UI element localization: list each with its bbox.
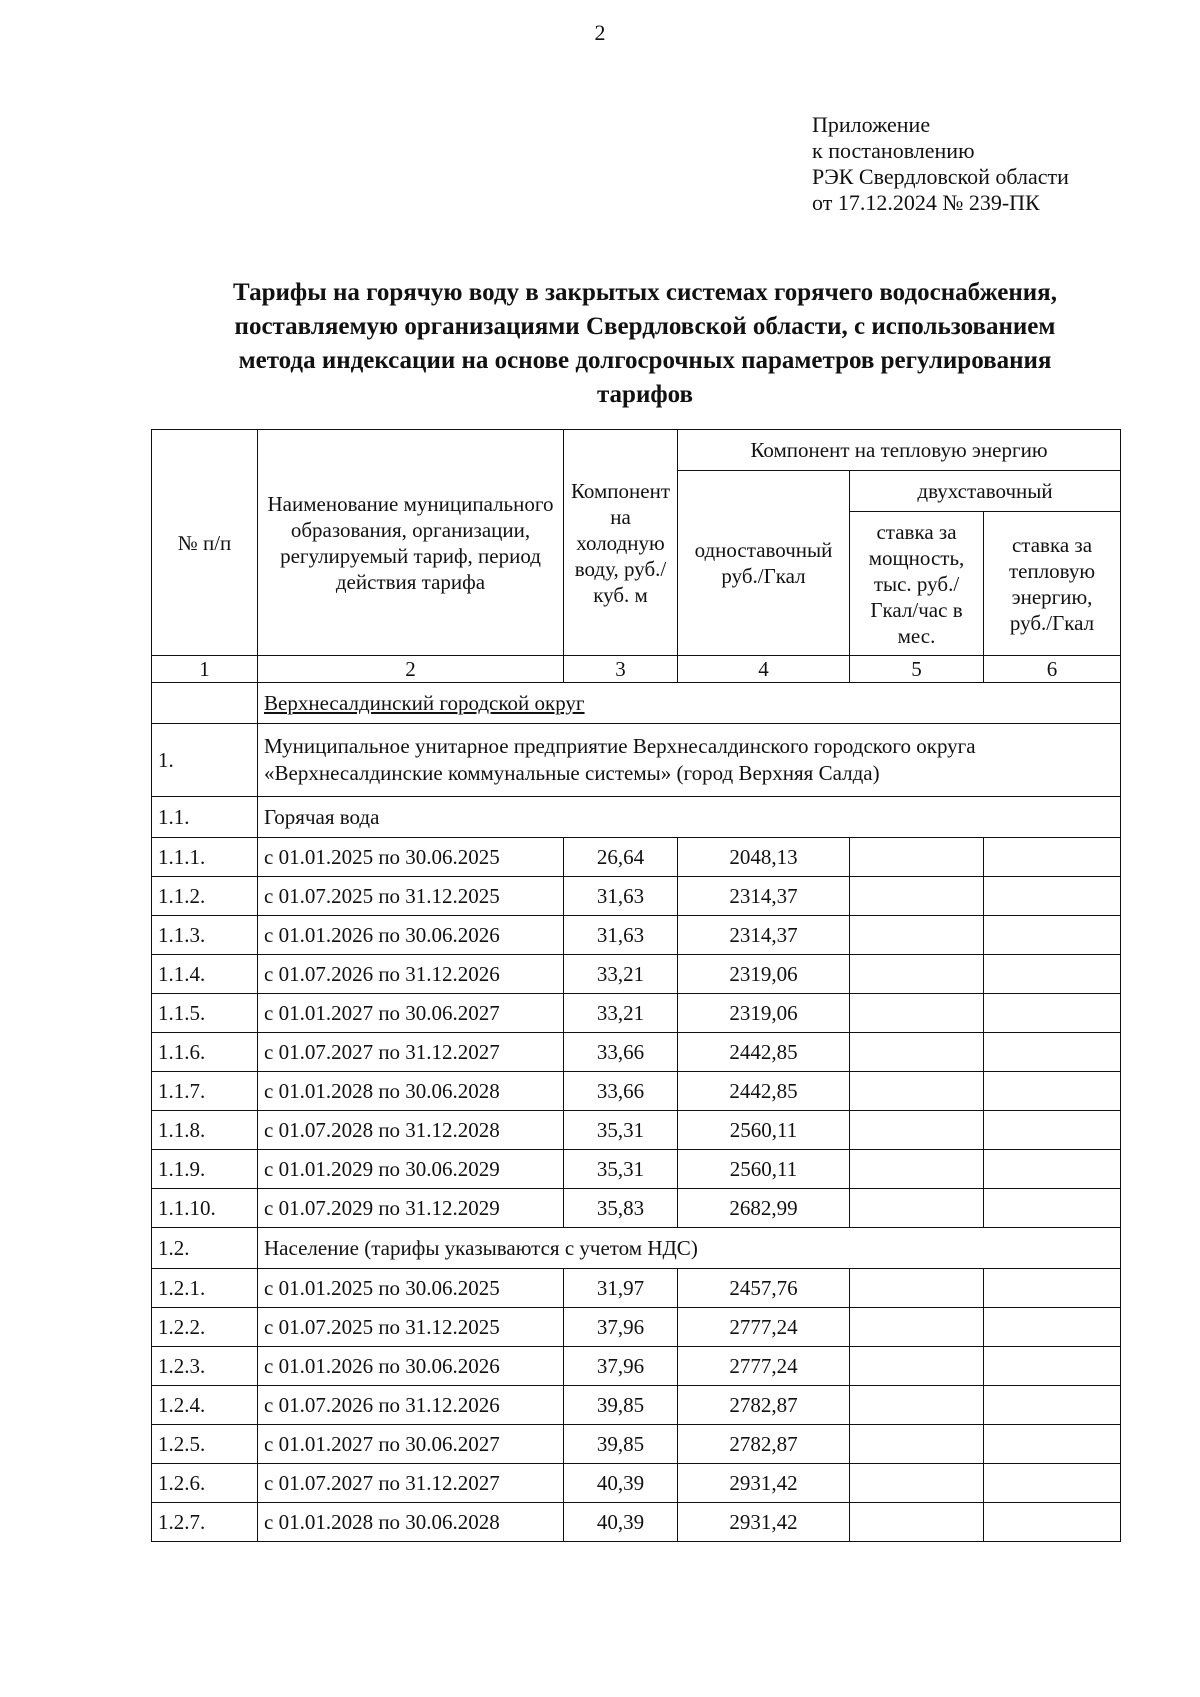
row-cold-water: 33,21 [564,994,678,1033]
row-capacity-rate [850,955,984,994]
district-title: Верхнесалдинский городской округ [258,683,1121,724]
row-period: с 01.07.2027 по 31.12.2027 [258,1033,564,1072]
table-row [152,1308,1121,1347]
row-cold-water: 33,21 [564,955,678,994]
table-row [152,1503,1121,1542]
row-period: с 01.01.2026 по 30.06.2026 [258,916,564,955]
column-number: 1 [152,656,258,683]
table-row [152,1033,1121,1072]
row-energy-rate [984,838,1121,877]
row-cold-water: 31,63 [564,916,678,955]
row-one-rate: 2931,42 [678,1503,850,1542]
row-cold-water: 39,85 [564,1386,678,1425]
row-energy-rate [984,1347,1121,1386]
row-period: с 01.07.2025 по 31.12.2025 [258,877,564,916]
column-number: 3 [564,656,678,683]
row-capacity-rate [850,1503,984,1542]
row-one-rate: 2314,37 [678,877,850,916]
row-energy-rate [984,877,1121,916]
title-line: Тарифы на горячую воду в закрытых системах горячего водоснабжения, [233,279,1057,306]
column-number: 6 [984,656,1121,683]
row-num: 1.1.4. [152,955,258,994]
row-num: 1.1.7. [152,1072,258,1111]
row-one-rate: 2777,24 [678,1347,850,1386]
header-energy-rate: ставка за тепловую энергию, руб./Гкал [984,512,1121,656]
row-num: 1.1.2. [152,877,258,916]
header-one-rate: одноставочный руб./Гкал [678,471,850,656]
row-num: 1.1.8. [152,1111,258,1150]
table-row [152,1425,1121,1464]
row-energy-rate [984,1072,1121,1111]
header-capacity-rate: ставка за мощность, тыс. руб./Гкал/час в мес. [850,512,984,656]
row-capacity-rate [850,1347,984,1386]
section-num: 1.2. [152,1228,258,1269]
section-label: Горячая вода [258,797,1121,838]
row-period: с 01.01.2028 по 30.06.2028 [258,1072,564,1111]
row-period: с 01.07.2027 по 31.12.2027 [258,1464,564,1503]
row-energy-rate [984,1150,1121,1189]
table-row [152,1150,1121,1189]
row-capacity-rate [850,1386,984,1425]
table-row [152,1072,1121,1111]
row-one-rate: 2931,42 [678,1464,850,1503]
row-num: 1.1.5. [152,994,258,1033]
row-period: с 01.01.2025 по 30.06.2025 [258,1269,564,1308]
row-capacity-rate [850,1308,984,1347]
row-one-rate: 2442,85 [678,1033,850,1072]
tariff-table [151,429,1121,1542]
row-num: 1.2.1. [152,1269,258,1308]
row-energy-rate [984,1386,1121,1425]
row-energy-rate [984,1503,1121,1542]
row-cold-water: 33,66 [564,1033,678,1072]
row-one-rate: 2682,99 [678,1189,850,1228]
row-period: с 01.01.2028 по 30.06.2028 [258,1503,564,1542]
header-cold-water: Компонент на холодную воду, руб./куб. м [564,430,678,656]
row-energy-rate [984,1269,1121,1308]
title-line: тарифов [596,381,694,408]
column-number: 4 [678,656,850,683]
row-cold-water: 31,97 [564,1269,678,1308]
row-cold-water: 37,96 [564,1347,678,1386]
row-period: с 01.01.2027 по 30.06.2027 [258,994,564,1033]
district-num-cell [152,683,258,724]
row-num: 1.1.1. [152,838,258,877]
row-capacity-rate [850,1111,984,1150]
row-one-rate: 2319,06 [678,955,850,994]
row-energy-rate [984,1033,1121,1072]
row-period: с 01.01.2025 по 30.06.2025 [258,838,564,877]
header-heat-component: Компонент на тепловую энергию [678,430,1121,471]
table-row [152,916,1121,955]
table-row [152,1347,1121,1386]
row-num: 1.2.6. [152,1464,258,1503]
row-one-rate: 2314,37 [678,916,850,955]
row-cold-water: 40,39 [564,1464,678,1503]
title-line: поставляемую организациями Свердловской области, с использованием [234,313,1056,340]
row-capacity-rate [850,1464,984,1503]
row-period: с 01.01.2029 по 30.06.2029 [258,1150,564,1189]
row-energy-rate [984,994,1121,1033]
table-row [152,877,1121,916]
row-period: с 01.07.2029 по 31.12.2029 [258,1189,564,1228]
row-capacity-rate [850,1150,984,1189]
row-one-rate: 2457,76 [678,1269,850,1308]
row-energy-rate [984,1111,1121,1150]
appendix-line: Приложение [812,112,931,137]
section-num: 1.1. [152,797,258,838]
row-capacity-rate [850,1033,984,1072]
row-period: с 01.01.2027 по 30.06.2027 [258,1425,564,1464]
row-num: 1.2.2. [152,1308,258,1347]
row-energy-rate [984,1308,1121,1347]
row-one-rate: 2048,13 [678,838,850,877]
table-row [152,838,1121,877]
table-row [152,1111,1121,1150]
row-num: 1.2.3. [152,1347,258,1386]
org-name: Муниципальное унитарное предприятие Верхнесалдинского городского округа «Верхнесалдинские коммунальные системы» (город Верхняя Салда) [258,724,1121,797]
row-period: с 01.07.2025 по 31.12.2025 [258,1308,564,1347]
row-capacity-rate [850,1072,984,1111]
table-row [152,1269,1121,1308]
title-line: метода индексации на основе долгосрочных параметров регулирования [238,347,1052,374]
row-cold-water: 35,83 [564,1189,678,1228]
page-number: 2 [594,20,606,45]
row-cold-water: 35,31 [564,1111,678,1150]
row-num: 1.2.5. [152,1425,258,1464]
row-num: 1.1.10. [152,1189,258,1228]
row-period: с 01.07.2026 по 31.12.2026 [258,1386,564,1425]
org-num: 1. [152,724,258,797]
column-number: 2 [258,656,564,683]
table-row [152,1386,1121,1425]
row-num: 1.1.3. [152,916,258,955]
appendix-line: к постановлению [812,138,975,163]
row-one-rate: 2560,11 [678,1150,850,1189]
row-num: 1.2.4. [152,1386,258,1425]
header-two-rate: двухставочный [850,471,1121,512]
row-energy-rate [984,955,1121,994]
table-row [152,1464,1121,1503]
row-num: 1.1.9. [152,1150,258,1189]
column-number: 5 [850,656,984,683]
row-cold-water: 37,96 [564,1308,678,1347]
row-cold-water: 40,39 [564,1503,678,1542]
row-cold-water: 39,85 [564,1425,678,1464]
row-period: с 01.07.2028 по 31.12.2028 [258,1111,564,1150]
header-name: Наименование муниципального образования, организации, регулируемый тариф, период действия тарифа [258,430,564,656]
appendix-line: РЭК Свердловской области [812,164,1069,189]
table-row [152,994,1121,1033]
appendix-block [812,112,1069,216]
row-capacity-rate [850,1189,984,1228]
row-capacity-rate [850,1269,984,1308]
row-one-rate: 2319,06 [678,994,850,1033]
row-one-rate: 2777,24 [678,1308,850,1347]
row-cold-water: 35,31 [564,1150,678,1189]
row-energy-rate [984,1189,1121,1228]
header-num: № п/п [152,430,258,656]
row-one-rate: 2560,11 [678,1111,850,1150]
row-cold-water: 31,63 [564,877,678,916]
row-num: 1.1.6. [152,1033,258,1072]
row-energy-rate [984,1464,1121,1503]
table-row [152,955,1121,994]
row-one-rate: 2782,87 [678,1386,850,1425]
row-one-rate: 2782,87 [678,1425,850,1464]
appendix-line: от 17.12.2024 № 239-ПК [812,190,1040,215]
row-num: 1.2.7. [152,1503,258,1542]
row-capacity-rate [850,1425,984,1464]
row-capacity-rate [850,877,984,916]
row-period: с 01.07.2026 по 31.12.2026 [258,955,564,994]
row-cold-water: 26,64 [564,838,678,877]
row-capacity-rate [850,916,984,955]
row-energy-rate [984,1425,1121,1464]
section-label: Население (тарифы указываются с учетом НДС) [258,1228,1121,1269]
row-one-rate: 2442,85 [678,1072,850,1111]
row-capacity-rate [850,994,984,1033]
row-cold-water: 33,66 [564,1072,678,1111]
row-energy-rate [984,916,1121,955]
table-row [152,1189,1121,1228]
document-title [180,276,1110,412]
row-capacity-rate [850,838,984,877]
row-period: с 01.01.2026 по 30.06.2026 [258,1347,564,1386]
